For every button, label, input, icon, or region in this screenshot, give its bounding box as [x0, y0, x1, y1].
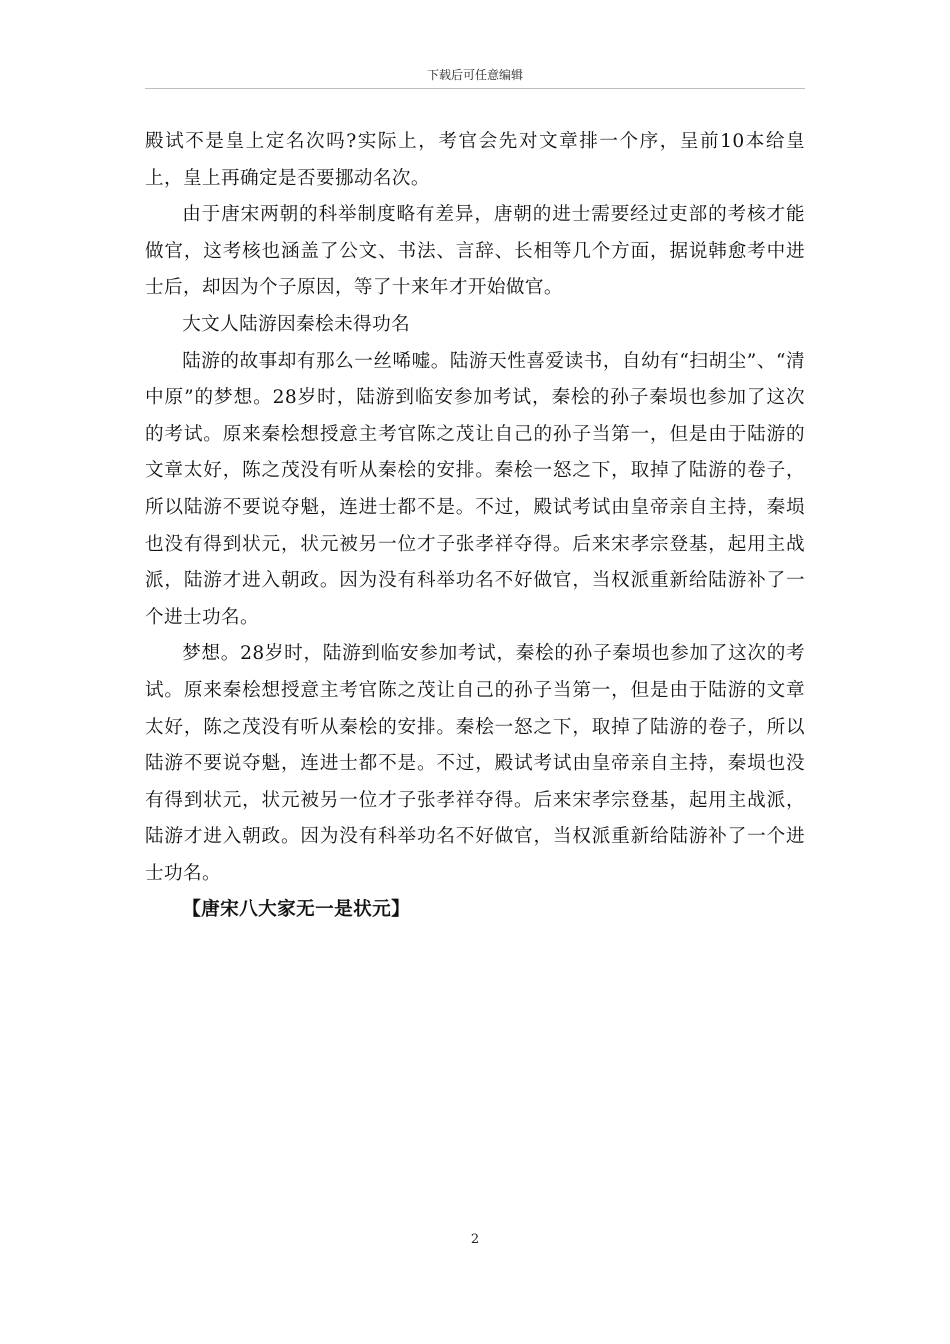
- paragraph-tang-song-difference: 由于唐宋两朝的科举制度略有差异，唐朝的进士需要经过吏部的考核才能做官，这考核也涵盖了公文、书法、言辞、长相等几个方面，据说韩愈考中进士后，却因为个子原因，等了十来年才开始做官。: [145, 204, 805, 299]
- section-subtitle: 大文人陆游因秦桧未得功名: [182, 313, 411, 335]
- header-divider: [145, 88, 805, 89]
- paragraph-lu-you-story: 陆游的故事却有那么一丝唏嘘。陆游天性喜爱读书，自幼有“扫胡尘”、“清中原”的梦想。28岁时，陆游到临安参加考试，秦桧的孙子秦埙也参加了这次的考试。原来秦桧想授意主考官陈之茂让自己的孙子当第一，但是由于陆游的文章太好，陈之茂没有听从秦桧的安排。秦桧一怒之下，取掉了陆游的卷子，所以陆游不要说夺魁，连进士都不是。不过，殿试考试由皇帝亲自主持，秦埙也没有得到状元，状元被另一位才子张孝祥夺得。后来宋孝宗登基，起用主战派，陆游才进入朝政。因为没有科举功名不好做官，当权派重新给陆游补了一个进士功名。: [145, 350, 805, 628]
- section-heading: 【唐宋八大家无一是状元】: [182, 899, 411, 921]
- paragraph-continuation: 殿试不是皇上定名次吗?实际上，考官会先对文章排一个序，呈前10本给皇上，皇上再确定是否要挪动名次。: [145, 131, 805, 189]
- page-header: 下载后可任意编辑: [426, 68, 523, 82]
- document-body: [145, 124, 805, 929]
- paragraph-lu-you-repeat: 梦想。28岁时，陆游到临安参加考试，秦桧的孙子秦埙也参加了这次的考试。原来秦桧想授意主考官陈之茂让自己的孙子当第一，但是由于陆游的文章太好，陈之茂没有听从秦桧的安排。秦桧一怒之下，取掉了陆游的卷子，所以陆游不要说夺魁，连进士都不是。不过，殿试考试由皇帝亲自主持，秦埙也没有得到状元，状元被另一位才子张孝祥夺得。后来宋孝宗登基，起用主战派，陆游才进入朝政。因为没有科举功名不好做官，当权派重新给陆游补了一个进士功名。: [145, 643, 805, 884]
- page-number: 2: [470, 1232, 480, 1247]
